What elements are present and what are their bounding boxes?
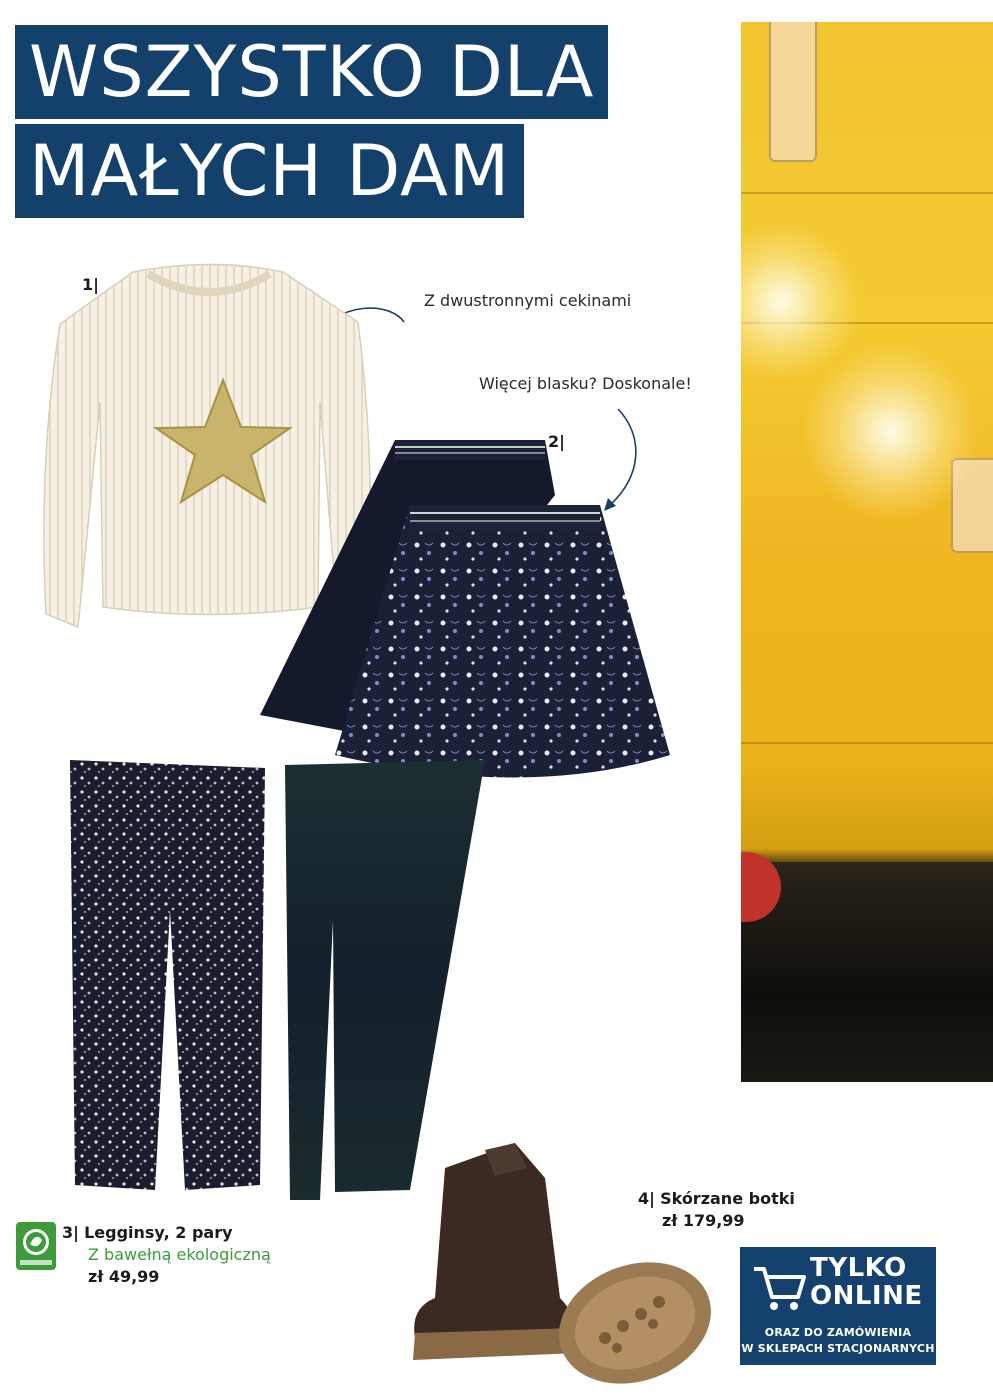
item-number-4: 4| — [638, 1189, 655, 1208]
leggings-price: zł 49,99 — [88, 1267, 160, 1286]
online-badge-sub2: W SKLEPACH STACJONARNYCH — [741, 1342, 935, 1355]
bus-window — [769, 22, 817, 162]
item-number-2: 2| — [548, 432, 565, 451]
online-badge-line2: ONLINE — [810, 1281, 923, 1311]
item-number-1: 1| — [82, 275, 99, 294]
online-badge-sub1: ORAZ DO ZAMÓWIENIA — [764, 1326, 912, 1339]
sweater-note: Z dwustronnymi cekinami — [424, 291, 632, 310]
panel-seam — [741, 192, 993, 194]
panel-seam — [741, 742, 993, 744]
online-only-badge — [740, 1247, 936, 1365]
light-flare — [801, 342, 981, 522]
online-badge-line1: TYLKO — [810, 1253, 907, 1283]
leggings-feature: Z bawełną ekologiczną — [88, 1245, 271, 1264]
skirt-note: Więcej blasku? Doskonale! — [479, 374, 692, 393]
eco-badge-icon — [16, 1222, 56, 1270]
headline-line-2: MAŁYCH DAM — [15, 124, 524, 218]
item-number-3: 3| — [62, 1223, 79, 1242]
boots-caption — [638, 1188, 795, 1232]
headline-line-1: WSZYSTKO DLA — [15, 25, 608, 119]
leggings-name: Legginsy, 2 pary — [84, 1223, 233, 1242]
boots-name: Skórzane botki — [660, 1189, 795, 1208]
boots-image — [395, 1138, 715, 1398]
shopping-cart-icon — [752, 1263, 806, 1313]
skirts-image — [255, 435, 675, 800]
school-bus-photo — [741, 22, 993, 1082]
boots-price: zł 179,99 — [662, 1211, 745, 1230]
leggings-caption — [62, 1222, 271, 1288]
